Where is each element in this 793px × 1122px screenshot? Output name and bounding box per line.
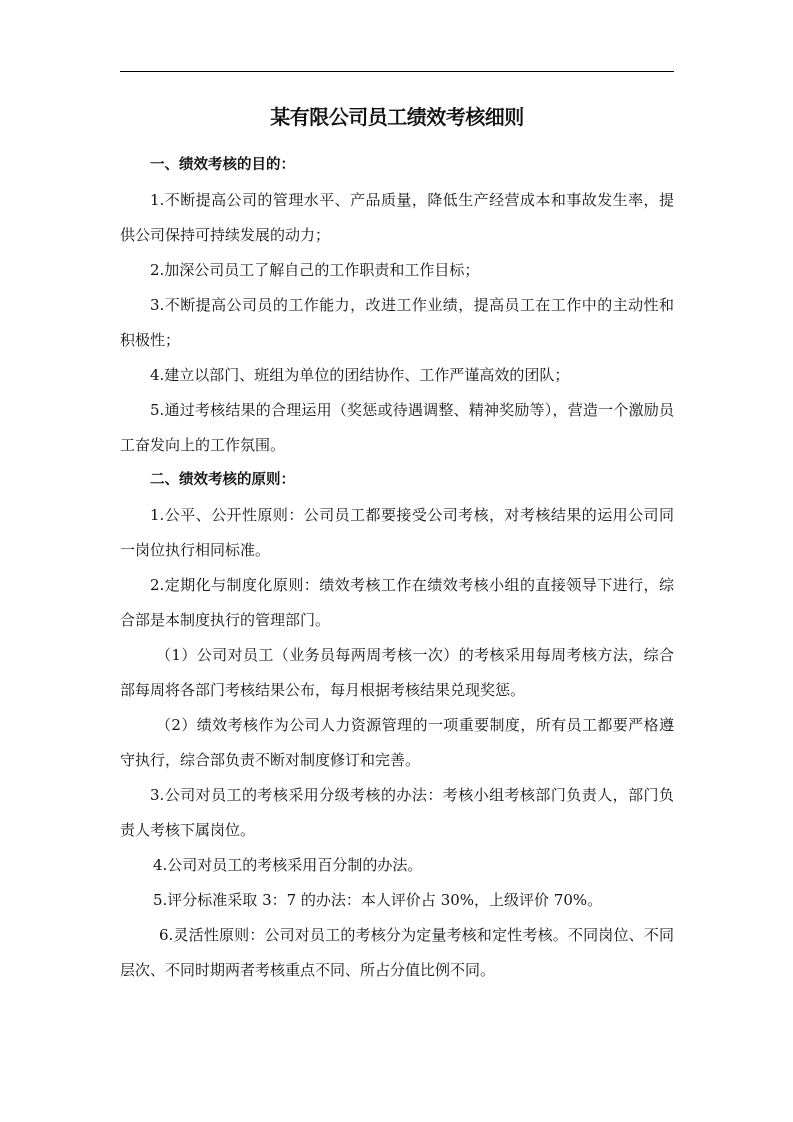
paragraph: 3.公司对员工的考核采用分级考核的办法：考核小组考核部门负责人，部门负责人考核下属岗位。 [120,786,674,839]
paragraph: 4.公司对员工的考核采用百分制的办法。 [153,856,423,874]
paragraph: 6.灵活性原则：公司对员工的考核分为定量考核和定性考核。不同岗位、不同层次、不同时期两者考核重点不同、所占分值比例不同。 [120,926,674,979]
header-rule [120,71,674,72]
paragraph: 1.公平、公开性原则：公司员工都要接受公司考核，对考核结果的运用公司同一岗位执行相同标准。 [120,506,674,559]
paragraph: 1.不断提高公司的管理水平、产品质量，降低生产经营成本和事故发生率，提供公司保持可持续发展的动力； [120,191,674,244]
section-heading-principles: 二、绩效考核的原则： [150,472,295,488]
document-body [120,148,674,988]
paragraph: 4.建立以部门、班组为单位的团结协作、工作严谨高效的团队； [150,366,570,384]
paragraph: （1）公司对员工（业务员每两周考核一次）的考核采用每周考核方法，综合部每周将各部门考核结果公布，每月根据考核结果兑现奖惩。 [120,646,674,699]
paragraph: 2.加深公司员工了解自己的工作职责和工作目标； [150,261,480,279]
paragraph: 5.通过考核结果的合理运用（奖惩或待遇调整、精神奖励等），营造一个激励员工奋发向上的工作氛围。 [120,401,674,454]
paragraph: 5.评分标准采取 3：7 的办法：本人评价占 30%，上级评价 70%。 [153,891,603,909]
document-title: 某有限公司员工绩效考核细则 [270,105,524,129]
paragraph: 3.不断提高公司员的工作能力，改进工作业绩，提高员工在工作中的主动性和积极性； [120,296,674,349]
section-heading-purpose: 一、绩效考核的目的： [150,157,295,173]
paragraph: 2.定期化与制度化原则：绩效考核工作在绩效考核小组的直接领导下进行，综合部是本制度执行的管理部门。 [120,576,674,629]
paragraph: （2）绩效考核作为公司人力资源管理的一项重要制度，所有员工都要严格遵守执行，综合部负责不断对制度修订和完善。 [120,716,674,769]
